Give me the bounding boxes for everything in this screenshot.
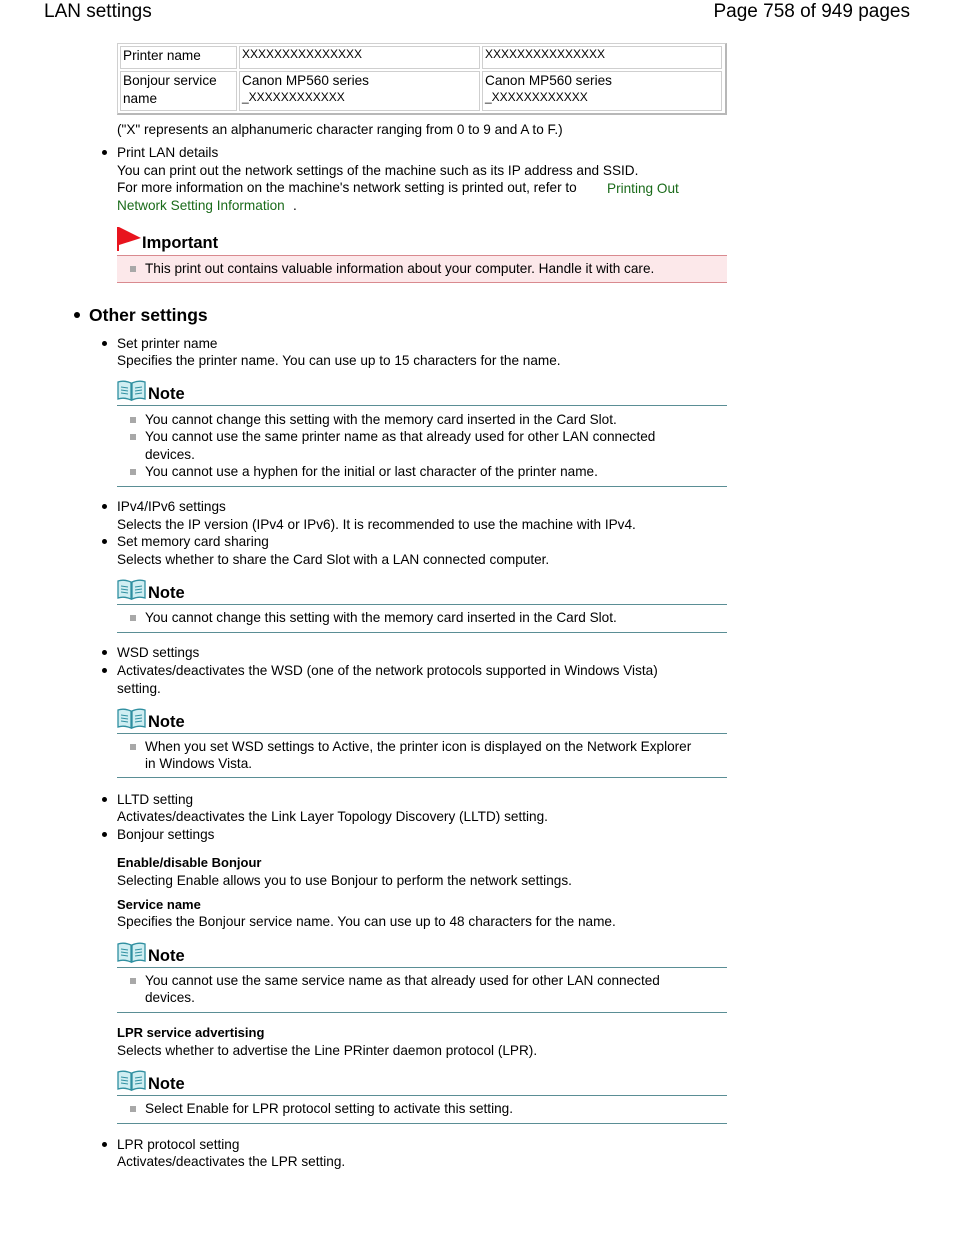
note-top-border — [117, 405, 727, 406]
item-desc: Activates/deactivates the WSD (one of the network protocols supported in Windows Vista) — [117, 663, 658, 678]
item-title: Set memory card sharing — [117, 534, 269, 549]
item-desc: Selecting Enable allows you to use Bonjour to perform the network settings. — [117, 873, 572, 888]
note-bottom-border — [117, 486, 727, 487]
square-bullet-icon — [130, 1106, 136, 1112]
note-item: devices. — [145, 990, 195, 1005]
note-item: devices. — [145, 447, 195, 462]
note-top-border — [117, 604, 727, 605]
bullet-icon — [102, 797, 107, 802]
table-cell: Canon MP560 series _XXXXXXXXXXXX — [239, 71, 480, 111]
page-header-title: LAN settings — [44, 1, 152, 22]
subheading: Service name — [117, 897, 201, 912]
x-explanation: ("X" represents an alphanumeric character ranging from 0 to 9 and A to F.) — [117, 122, 563, 137]
link-network-setting-info[interactable]: Network Setting Information — [117, 198, 285, 213]
square-bullet-icon — [130, 266, 136, 272]
note-book-icon — [117, 708, 146, 730]
note-bottom-border — [117, 1012, 727, 1013]
bullet-icon — [102, 150, 107, 155]
item-desc: Specifies the Bonjour service name. You can use up to 48 characters for the name. — [117, 914, 616, 929]
important-title: Important — [142, 234, 219, 252]
bullet-icon — [102, 668, 107, 673]
note-item: You cannot use the same service name as that already used for other LAN connected — [145, 973, 660, 988]
subheading: Enable/disable Bonjour — [117, 855, 262, 870]
bullet-icon — [102, 341, 107, 346]
item-title: LLTD setting — [117, 792, 194, 807]
note-book-icon — [117, 579, 146, 601]
square-bullet-icon — [130, 615, 136, 621]
period: . — [293, 198, 297, 213]
item-title: WSD settings — [117, 645, 200, 660]
note-book-icon — [117, 1070, 146, 1092]
note-title: Note — [148, 713, 185, 731]
square-bullet-icon — [130, 417, 136, 423]
note-title: Note — [148, 385, 185, 403]
bullet-icon — [102, 832, 107, 837]
subheading: LPR service advertising — [117, 1025, 265, 1040]
square-bullet-icon — [130, 978, 136, 984]
bullet-icon — [102, 1142, 107, 1147]
table-cell: Printer name — [120, 46, 237, 69]
item-desc: Specifies the printer name. You can use up to 15 characters for the name. — [117, 353, 561, 368]
note-title: Note — [148, 1075, 185, 1093]
square-bullet-icon — [130, 434, 136, 440]
item-desc: Activates/deactivates the Link Layer Topology Discovery (LLTD) setting. — [117, 809, 548, 824]
item-title: IPv4/IPv6 settings — [117, 499, 226, 514]
item-desc: For more information on the machine's network setting is printed out, refer to — [117, 180, 577, 195]
note-book-icon — [117, 380, 146, 402]
item-desc: Activates/deactivates the LPR setting. — [117, 1154, 346, 1169]
note-title: Note — [148, 584, 185, 602]
note-top-border — [117, 733, 727, 734]
bullet-icon — [102, 539, 107, 544]
note-title: Note — [148, 947, 185, 965]
item-title: LPR protocol setting — [117, 1137, 240, 1152]
note-item: You cannot change this setting with the memory card inserted in the Card Slot. — [145, 412, 617, 427]
note-bottom-border — [117, 632, 727, 633]
note-item: Select Enable for LPR protocol setting to activate this setting. — [145, 1101, 513, 1116]
item-desc: setting. — [117, 681, 161, 696]
important-flag-icon — [117, 227, 143, 251]
table-cell: Bonjour service name — [120, 71, 237, 111]
page-number: Page 758 of 949 pages — [713, 1, 910, 22]
item-desc: Selects whether to share the Card Slot with a LAN connected computer. — [117, 552, 550, 567]
section-heading: Other settings — [89, 305, 208, 325]
note-item: in Windows Vista. — [145, 756, 253, 771]
note-item: You cannot use a hyphen for the initial or last character of the printer name. — [145, 464, 598, 479]
important-item: This print out contains valuable information about your computer. Handle it with care. — [145, 261, 655, 276]
note-book-icon — [117, 942, 146, 964]
table-cell: XXXXXXXXXXXXXXX — [239, 46, 480, 69]
bullet-icon — [102, 504, 107, 509]
table-cell: XXXXXXXXXXXXXXX — [482, 46, 722, 69]
note-bottom-border — [117, 777, 727, 778]
note-item: You cannot use the same printer name as that already used for other LAN connected — [145, 429, 656, 444]
item-desc: You can print out the network settings of the machine such as its IP address and SSID. — [117, 163, 639, 178]
note-item: When you set WSD settings to Active, the printer icon is displayed on the Network Explorer — [145, 739, 692, 754]
item-title: Bonjour settings — [117, 827, 215, 842]
item-title: Print LAN details — [117, 145, 219, 160]
note-top-border — [117, 967, 727, 968]
item-title: Set printer name — [117, 336, 218, 351]
table-cell: Canon MP560 series _XXXXXXXXXXXX — [482, 71, 722, 111]
item-desc: Selects whether to advertise the Line PRinter daemon protocol (LPR). — [117, 1043, 538, 1058]
settings-table — [117, 43, 727, 115]
note-top-border — [117, 1095, 727, 1096]
square-bullet-icon — [130, 744, 136, 750]
bullet-icon — [74, 312, 80, 318]
note-item: You cannot change this setting with the memory card inserted in the Card Slot. — [145, 610, 617, 625]
bullet-icon — [102, 650, 107, 655]
square-bullet-icon — [130, 469, 136, 475]
item-desc: Selects the IP version (IPv4 or IPv6). It is recommended to use the machine with IPv4. — [117, 517, 636, 532]
note-bottom-border — [117, 1123, 727, 1124]
link-printing-out[interactable]: Printing Out — [607, 181, 679, 196]
